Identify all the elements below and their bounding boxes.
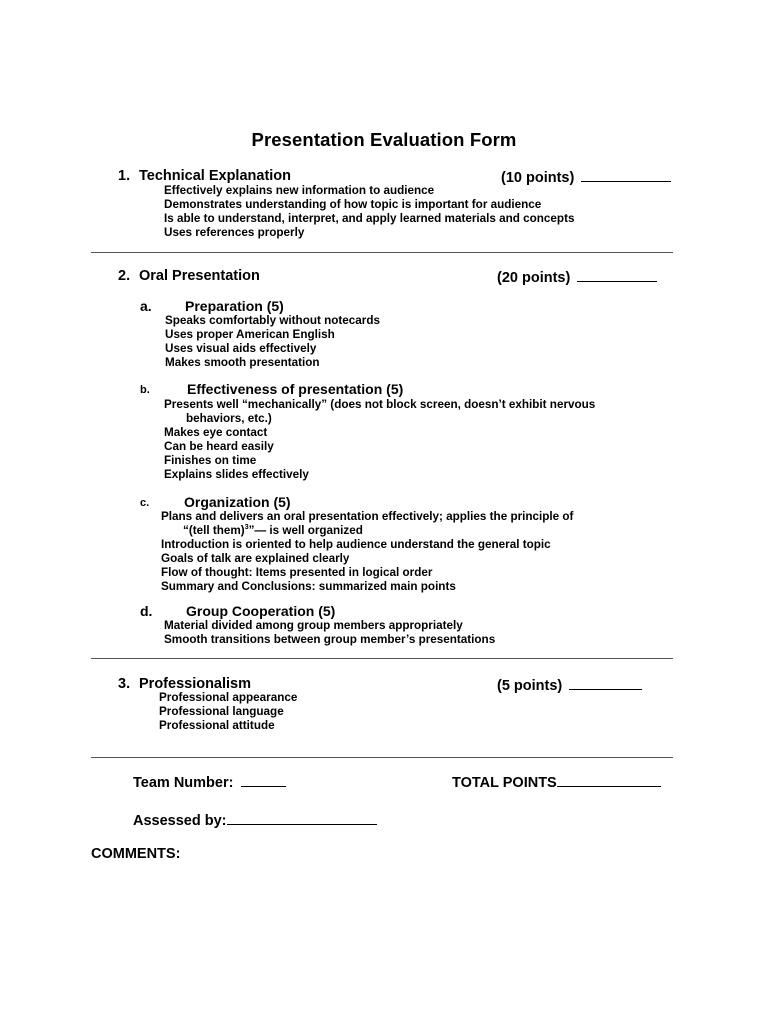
list-item: Demonstrates understanding of how topic is important for audience [164,198,542,211]
section-name: Technical Explanation [139,168,292,184]
score-blank[interactable] [581,168,671,182]
section-name: Oral Presentation [139,268,260,284]
section-points [497,268,657,286]
subsection-letter: a. [140,298,152,314]
subsection-letter: c. [140,497,150,509]
section-name: Professionalism [139,676,252,692]
form-title: Presentation Evaluation Form [251,129,517,150]
list-item: Makes eye contact [164,426,268,439]
subsection-d-criteria [164,619,495,647]
points-label: (20 points) [497,270,571,286]
team-number-field [133,773,286,791]
points-label: (5 points) [497,678,563,694]
list-item: Presents well “mechanically” (does not block screen, doesn’t exhibit nervous [164,398,596,411]
section-oral-presentation [118,268,678,288]
list-item: Introduction is oriented to help audience understand the general topic [161,538,551,551]
assessed-by-blank[interactable] [227,811,377,825]
score-blank[interactable] [577,268,657,282]
assessed-by-field [133,811,377,829]
subsection-title: Preparation (5) [185,298,284,314]
list-item: Flow of thought: Items presented in logical order [161,566,433,579]
team-number-label: Team Number: [133,775,234,791]
list-item: Summary and Conclusions: summarized main points [161,580,456,593]
comments-label: COMMENTS: [91,846,181,862]
divider [91,658,673,659]
list-item: Explains slides effectively [164,468,309,481]
total-points-blank[interactable] [557,773,661,787]
section-3-criteria [159,691,297,733]
list-item: Plans and delivers an oral presentation effectively; applies the principle of [161,510,574,523]
list-item-continuation [161,524,573,538]
quote-text: “(tell them) [183,524,245,537]
list-item: Effectively explains new information to audience [164,184,435,197]
total-points-field [452,773,661,791]
score-blank[interactable] [569,676,642,690]
divider [91,252,673,253]
list-item: Professional appearance [159,691,298,704]
list-item: Professional attitude [159,719,275,732]
list-item: Material divided among group members appropriately [164,619,463,632]
section-number: 1. [118,168,131,184]
subsection-b-criteria [164,398,595,482]
total-points-label: TOTAL POINTS [452,775,557,791]
list-item: Speaks comfortably without notecards [165,314,380,327]
list-item: Uses references properly [164,226,305,239]
subsection-title: Group Cooperation (5) [186,603,336,619]
subsection-title: Organization (5) [184,494,291,510]
assessed-by-label: Assessed by: [133,813,227,829]
list-item: Uses proper American English [165,328,335,341]
points-label: (10 points) [501,170,575,186]
list-item: Smooth transitions between group member’s presentations [164,633,496,646]
section-number: 2. [118,268,131,284]
subsection-letter: b. [140,384,150,396]
list-item: Is able to understand, interpret, and apply learned materials and concepts [164,212,575,225]
divider [91,757,673,758]
list-item: Uses visual aids effectively [165,342,317,355]
list-item-continuation [164,412,595,426]
list-item: Professional language [159,705,284,718]
subsection-effectiveness [140,381,560,399]
section-points [497,676,642,694]
subsection-a-criteria [165,314,380,370]
subsection-c-criteria [161,510,573,594]
subsection-title: Effectiveness of presentation (5) [187,381,404,397]
continuation-text [161,524,573,538]
list-item: Finishes on time [164,454,257,467]
continuation-text: behaviors, etc.) [186,412,272,425]
section-1-criteria [164,184,574,240]
section-number: 3. [118,676,131,692]
team-number-blank[interactable] [241,773,286,787]
list-item: Makes smooth presentation [165,356,320,369]
list-item: Can be heard easily [164,440,274,453]
superscript-number: 3 [244,524,249,532]
list-item: Goals of talk are explained clearly [161,552,350,565]
quote-end-text: ”— is well organized [248,524,363,537]
subsection-letter: d. [140,603,153,619]
